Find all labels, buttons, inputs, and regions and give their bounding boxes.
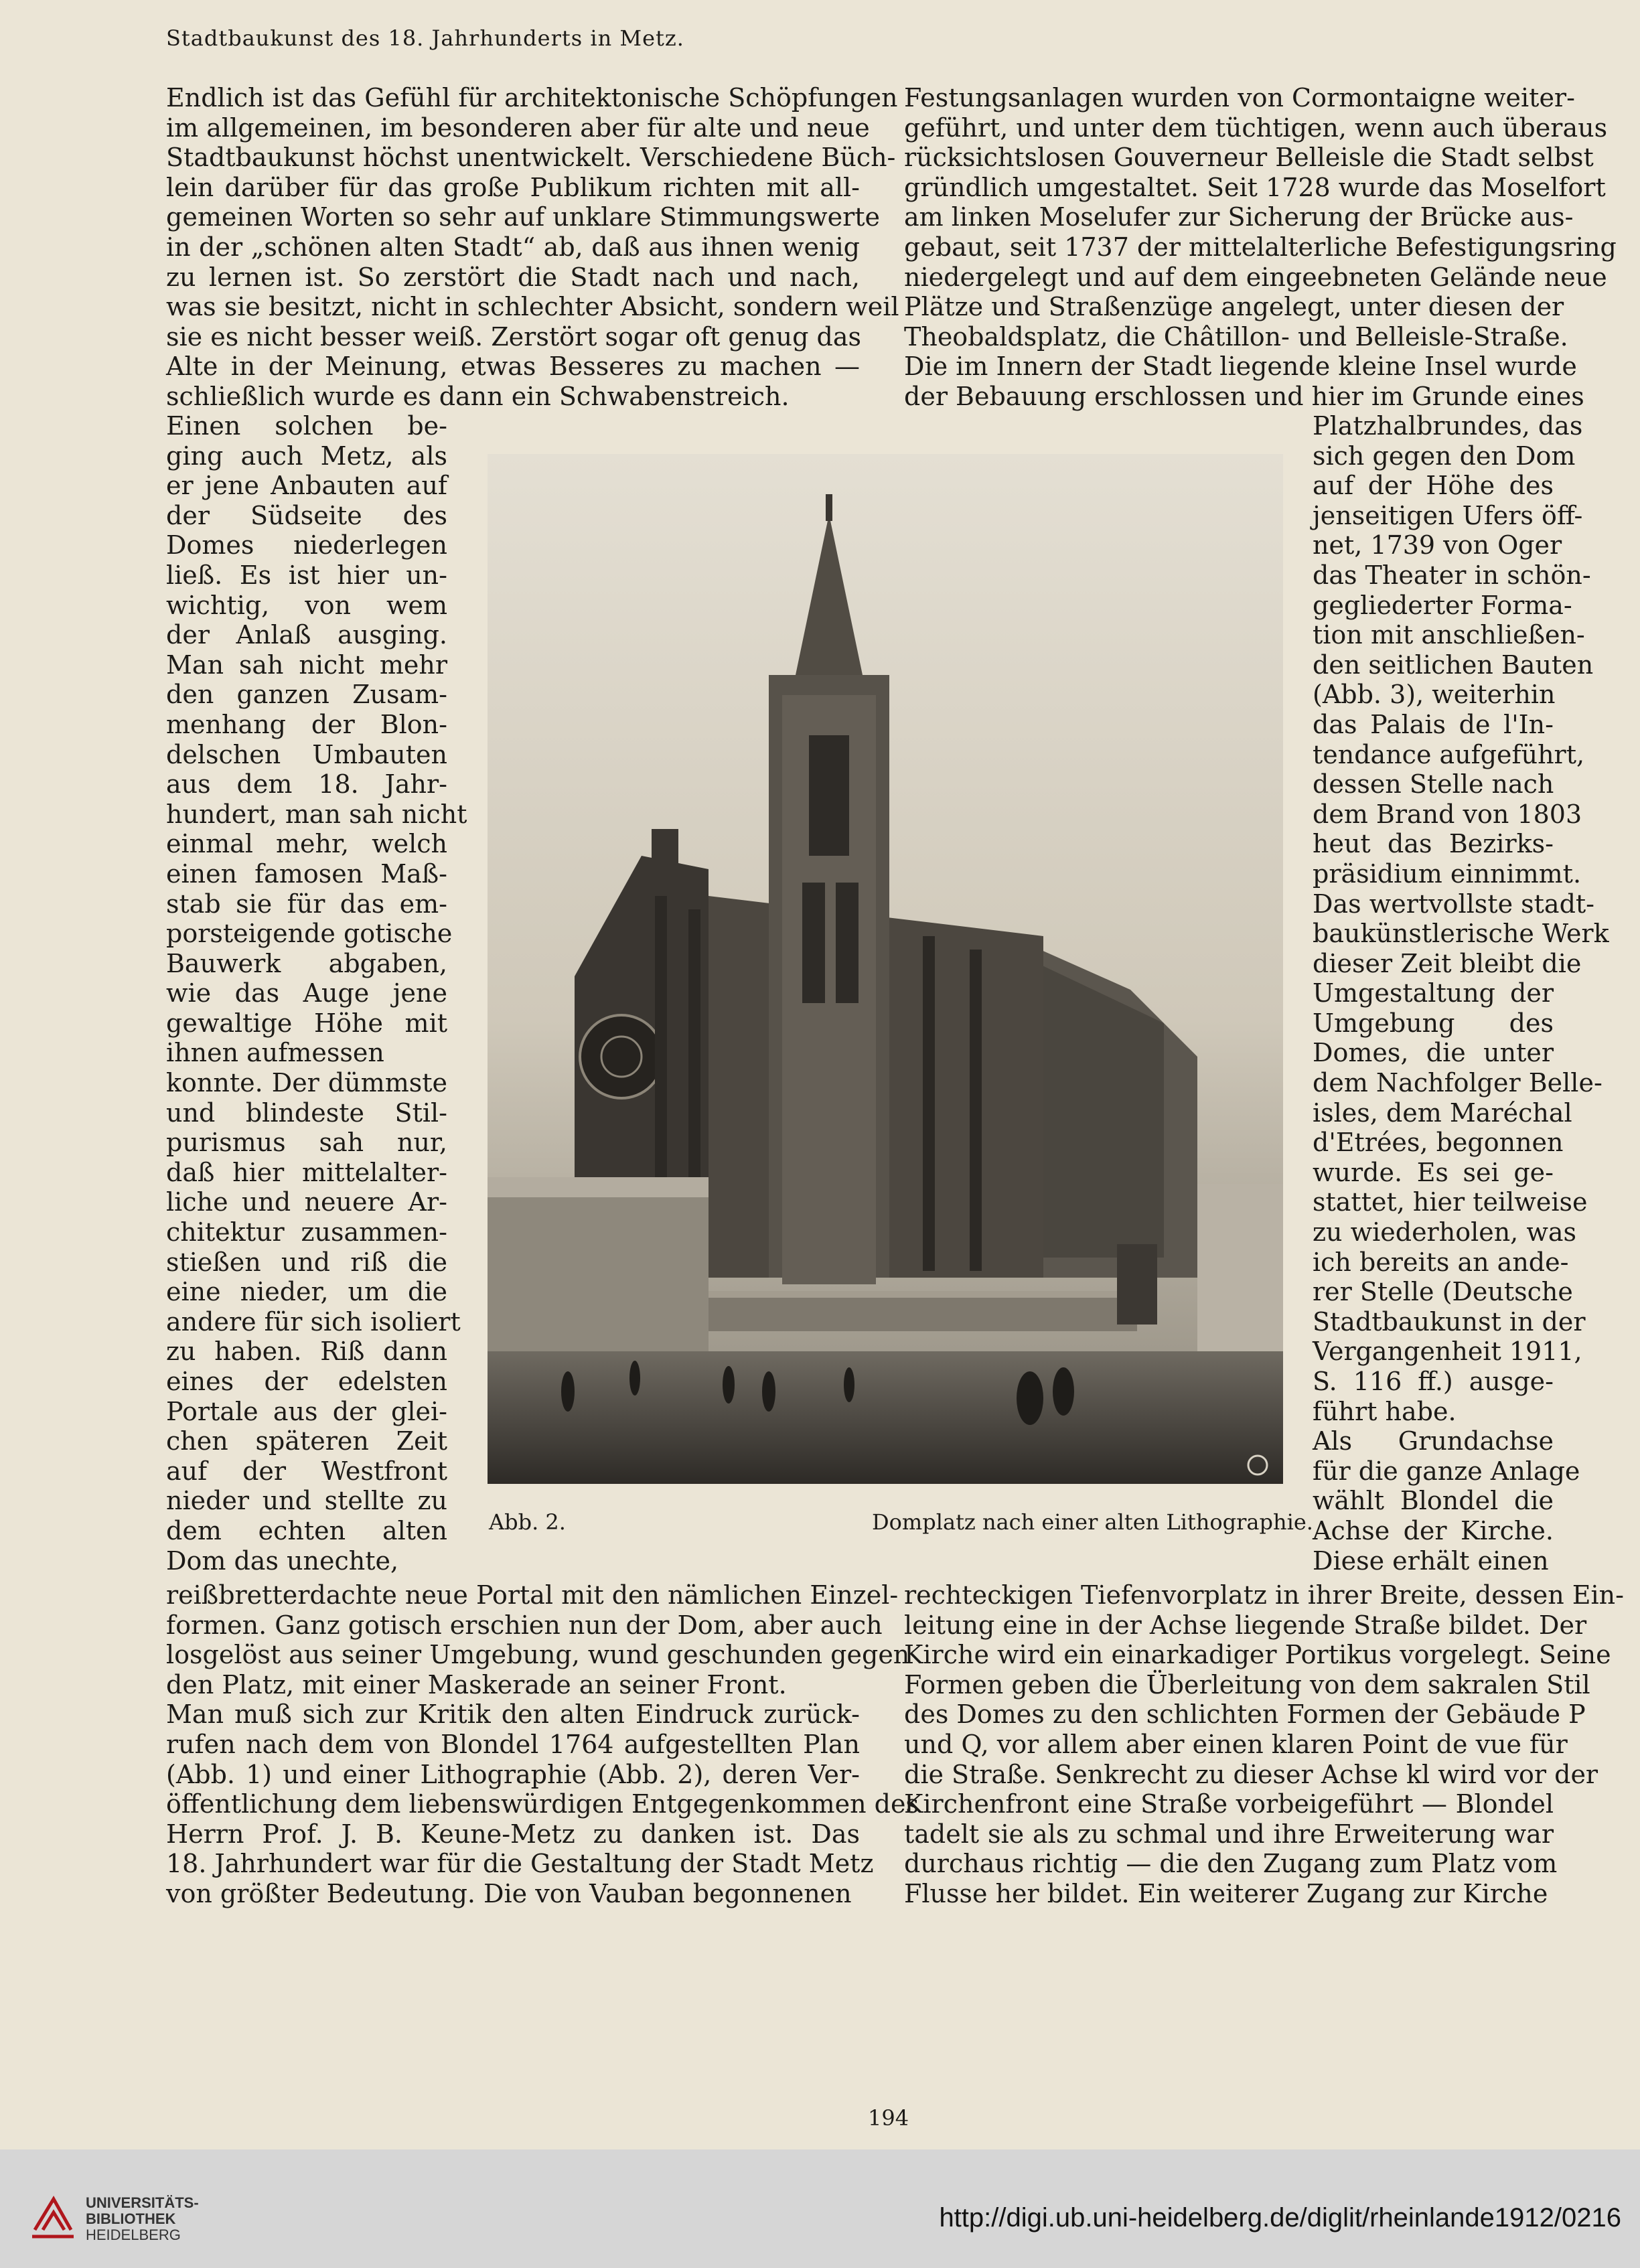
- text-line: baukünstlerische Werk: [1313, 919, 1609, 949]
- library-name: [86, 2195, 199, 2243]
- text-line: Stadtbaukunst in der: [1313, 1306, 1586, 1337]
- text-line: den Platz, mit einer Maskerade an seiner Front.: [166, 1669, 787, 1699]
- text-line: wichtig, von wem: [166, 590, 447, 620]
- library-name-line-1: UNIVERSITÄTS-: [86, 2194, 199, 2211]
- text-line: Kirchenfront eine Straße vorbeigeführt — Blondel: [904, 1789, 1554, 1819]
- right-column-top: [904, 83, 1617, 412]
- text-line: chitektur zusammen-: [166, 1217, 447, 1248]
- text-line: Plätze und Straßenzüge angelegt, unter diesen der: [904, 292, 1564, 322]
- text-line: Herrn Prof. J. B. Keune-Metz zu danken ist. Das: [166, 1819, 860, 1849]
- text-line: des Domes zu den schlichten Formen der Gebäude P: [904, 1699, 1586, 1730]
- text-line: chen späteren Zeit: [166, 1426, 447, 1456]
- text-line: stab sie für das em-: [166, 889, 447, 919]
- text-line: Portale aus der glei-: [166, 1396, 447, 1426]
- cathedral-illustration: [488, 454, 1283, 1484]
- text-line: Man muß sich zur Kritik den alten Eindruck zurück-: [166, 1699, 860, 1730]
- text-line: Die im Innern der Stadt liegende kleine Insel wurde: [904, 352, 1577, 382]
- cathedral-lithograph: [488, 454, 1283, 1484]
- text-line: rechteckigen Tiefenvorplatz in ihrer Breite, dessen Ein-: [904, 1580, 1624, 1610]
- text-line: heut das Bezirks-: [1313, 829, 1554, 859]
- text-line: 18. Jahrhundert war für die Gestaltung der Stadt Metz: [166, 1849, 874, 1879]
- library-name-line-2: BIBLIOTHEK: [86, 2210, 176, 2227]
- text-line: was sie besitzt, nicht in schlechter Absicht, sondern weil: [166, 292, 899, 322]
- text-line: den seitlichen Bauten: [1313, 650, 1594, 680]
- library-name-line-3: HEIDELBERG: [86, 2226, 181, 2243]
- text-line: rücksichtslosen Gouverneur Belleisle die Stadt selbst: [904, 143, 1594, 173]
- left-wrap-column: [166, 411, 467, 1576]
- text-line: Einen solchen be-: [166, 411, 447, 441]
- text-line: Achse der Kirche.: [1313, 1515, 1554, 1545]
- text-line: rufen nach dem von Blondel 1764 aufgestellten Plan: [166, 1729, 860, 1759]
- text-line: gemeinen Worten so sehr auf unklare Stimmungswerte: [166, 202, 881, 232]
- text-line: im allgemeinen, im besonderen aber für alte und neue: [166, 112, 870, 143]
- text-line: tendance aufgeführt,: [1313, 739, 1585, 769]
- text-line: menhang der Blon-: [166, 709, 447, 739]
- text-line: das Theater in schön-: [1313, 560, 1591, 590]
- text-line: ihnen aufmessen: [166, 1038, 384, 1068]
- text-line: gewaltige Höhe mit: [166, 1008, 447, 1038]
- text-line: rer Stelle (Deutsche: [1313, 1277, 1573, 1307]
- text-line: durchaus richtig — die den Zugang zum Platz vom: [904, 1849, 1558, 1879]
- text-line: Flusse her bildet. Ein weiterer Zugang zur Kirche: [904, 1878, 1548, 1908]
- text-line: am linken Moselufer zur Sicherung der Brücke aus-: [904, 202, 1574, 232]
- figure-label: Abb. 2.: [489, 1509, 566, 1535]
- text-line: Kirche wird ein einarkadiger Portikus vorgelegt. Seine: [904, 1640, 1611, 1670]
- figure-caption: Domplatz nach einer alten Lithographie.: [872, 1509, 1313, 1535]
- text-line: einmal mehr, welch: [166, 829, 447, 859]
- text-line: porsteigende gotische: [166, 919, 453, 949]
- text-line: tion mit anschließen-: [1313, 620, 1585, 650]
- text-line: Bauwerk abgaben,: [166, 948, 447, 978]
- text-line: auf der Höhe des: [1313, 471, 1554, 501]
- university-library-logo-icon: [27, 2190, 79, 2242]
- text-line: das Palais de l'In-: [1313, 709, 1554, 739]
- right-column-bottom: [904, 1580, 1624, 1909]
- text-line: (Abb. 3), weiterhin: [1313, 680, 1556, 710]
- text-line: sie es nicht besser weiß. Zerstört sogar oft genug das: [166, 321, 862, 352]
- text-line: von größter Bedeutung. Die von Vauban begonnenen: [166, 1878, 852, 1908]
- text-line: eines der edelsten: [166, 1367, 447, 1396]
- left-column-top: [166, 83, 899, 412]
- text-line: Festungsanlagen wurden von Cormontaigne weiter-: [904, 83, 1575, 112]
- text-line: gründlich umgestaltet. Seit 1728 wurde das Moselfort: [904, 172, 1606, 202]
- text-line: der Bebauung erschlossen und hier im Grunde eines: [904, 381, 1584, 411]
- text-line: Platzhalbrundes, das: [1313, 411, 1583, 441]
- text-line: ich bereits an ande-: [1313, 1247, 1569, 1277]
- text-line: Umgebung des: [1313, 1008, 1554, 1038]
- text-line: net, 1739 von Oger: [1313, 530, 1562, 560]
- text-line: die Straße. Senkrecht zu dieser Achse kl wird vor der: [904, 1759, 1598, 1789]
- text-line: formen. Ganz gotisch erschien nun der Dom, aber auch: [166, 1610, 883, 1640]
- text-line: purismus sah nur,: [166, 1128, 447, 1158]
- text-line: losgelöst aus seiner Umgebung, wund geschunden gegen: [166, 1640, 910, 1670]
- text-line: wählt Blondel die: [1313, 1486, 1554, 1516]
- text-line: Vergangenheit 1911,: [1313, 1337, 1582, 1367]
- text-line: nieder und stellte zu: [166, 1486, 447, 1516]
- text-line: Domes niederlegen: [166, 530, 447, 560]
- text-line: er jene Anbauten auf: [166, 471, 447, 501]
- text-line: eine nieder, um die: [166, 1277, 447, 1307]
- text-line: zu lernen ist. So zerstört die Stadt nach und nach,: [166, 262, 860, 292]
- text-line: isles, dem Maréchal: [1313, 1098, 1572, 1128]
- text-line: jenseitigen Ufers öff-: [1313, 500, 1583, 530]
- text-line: Umgestaltung der: [1313, 978, 1554, 1008]
- text-line: aus dem 18. Jahr-: [166, 769, 447, 800]
- text-line: Stadtbaukunst höchst unentwickelt. Verschiedene Büch-: [166, 143, 896, 173]
- text-line: dem Nachfolger Belle-: [1313, 1068, 1602, 1098]
- text-line: in der „schönen alten Stadt“ ab, daß aus ihnen wenig: [166, 232, 860, 262]
- text-line: leitung eine in der Achse liegende Straße bildet. Der: [904, 1610, 1587, 1640]
- text-line: Formen geben die Überleitung von dem sakralen Stil: [904, 1669, 1590, 1699]
- text-line: auf der Westfront: [166, 1456, 447, 1486]
- text-line: gegliederter Forma-: [1313, 590, 1572, 620]
- text-line: führt habe.: [1313, 1396, 1457, 1426]
- text-line: stießen und riß die: [166, 1247, 447, 1277]
- text-line: Als Grundachse: [1313, 1426, 1554, 1456]
- text-line: zu haben. Riß dann: [166, 1337, 447, 1367]
- text-line: dem Brand von 1803: [1313, 799, 1582, 829]
- text-line: Diese erhält einen: [1313, 1545, 1549, 1576]
- text-line: tadelt sie als zu schmal und ihre Erweiterung war: [904, 1819, 1554, 1849]
- text-line: dieser Zeit bleibt die: [1313, 948, 1582, 978]
- text-line: geführt, und unter dem tüchtigen, wenn auch überaus: [904, 112, 1608, 143]
- text-line: d'Etrées, begonnen: [1313, 1128, 1564, 1158]
- text-line: Theobaldsplatz, die Châtillon- und Belleisle-Straße.: [904, 321, 1568, 352]
- text-line: delschen Umbauten: [166, 739, 447, 769]
- text-line: Dom das unechte,: [166, 1545, 399, 1576]
- right-wrap-column: [1313, 411, 1609, 1576]
- text-line: wie das Auge jene: [166, 978, 447, 1008]
- source-url-link[interactable]: http://digi.ub.uni-heidelberg.de/diglit/rheinlande1912/0216: [939, 2203, 1621, 2233]
- text-line: Alte in der Meinung, etwas Besseres zu machen —: [166, 352, 860, 382]
- text-line: konnte. Der dümmste: [166, 1068, 447, 1098]
- text-line: niedergelegt und auf dem eingeebneten Gelände neue: [904, 262, 1607, 292]
- text-line: ließ. Es ist hier un-: [166, 560, 447, 590]
- text-line: (Abb. 1) und einer Lithographie (Abb. 2), deren Ver-: [166, 1759, 860, 1789]
- text-line: daß hier mittelalter-: [166, 1157, 447, 1187]
- text-line: der Anlaß ausging.: [166, 620, 447, 650]
- text-line: reißbretterdachte neue Portal mit den nämlichen Einzel-: [166, 1580, 899, 1610]
- text-line: zu wiederholen, was: [1313, 1217, 1577, 1248]
- text-line: für die ganze Anlage: [1313, 1456, 1580, 1486]
- text-line: Das wertvollste stadt-: [1313, 889, 1595, 919]
- text-line: andere für sich isoliert: [166, 1306, 461, 1337]
- page-number: 194: [868, 2105, 909, 2131]
- text-line: öffentlichung dem liebenswürdigen Entgegenkommen des: [166, 1789, 919, 1819]
- viewer-footer: [0, 2149, 1640, 2268]
- text-line: und Q, vor allem aber einen klaren Point de vue für: [904, 1729, 1568, 1759]
- running-head: Stadtbaukunst des 18. Jahrhunderts in Metz.: [166, 25, 684, 51]
- text-line: Domes, die unter: [1313, 1038, 1554, 1068]
- left-column-bottom: [166, 1580, 919, 1909]
- text-line: sich gegen den Dom: [1313, 441, 1576, 471]
- text-line: Endlich ist das Gefühl für architektonische Schöpfungen: [166, 83, 898, 112]
- text-line: Man sah nicht mehr: [166, 650, 447, 680]
- text-line: wurde. Es sei ge-: [1313, 1157, 1554, 1187]
- text-line: und blindeste Stil-: [166, 1098, 447, 1128]
- text-line: dem echten alten: [166, 1515, 447, 1545]
- text-line: schließlich wurde es dann ein Schwabenstreich.: [166, 381, 790, 411]
- text-line: hundert, man sah nicht: [166, 799, 467, 829]
- text-line: liche und neuere Ar-: [166, 1187, 447, 1217]
- text-line: dessen Stelle nach: [1313, 769, 1554, 800]
- text-line: stattet, hier teilweise: [1313, 1187, 1588, 1217]
- text-line: einen famosen Maß-: [166, 858, 447, 889]
- text-line: S. 116 ff.) ausge-: [1313, 1367, 1554, 1396]
- text-line: den ganzen Zusam-: [166, 680, 447, 710]
- text-line: gebaut, seit 1737 der mittelalterliche Befestigungsring: [904, 232, 1617, 262]
- text-line: der Südseite des: [166, 500, 447, 530]
- text-line: lein darüber für das große Publikum richten mit all-: [166, 172, 860, 202]
- text-line: ging auch Metz, als: [166, 441, 447, 471]
- text-line: präsidium einnimmt.: [1313, 858, 1582, 889]
